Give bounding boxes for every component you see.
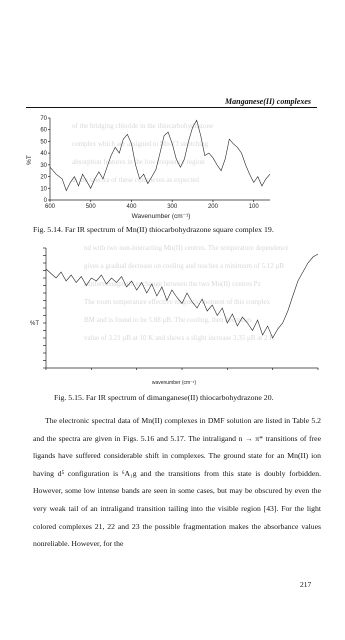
show-through-text: value of 3.21 μB at 10 K and shows a slight increase 3.35 μB at 2 K (84, 334, 275, 342)
figure-5-14-caption: Fig. 5.14. Far IR spectrum of Mn(II) thiocarbohydrazone square complex 19. (33, 225, 274, 234)
y-tick-label: 60 (40, 127, 47, 134)
x-tick-label: 100 (248, 204, 259, 210)
y-tick-label: 20 (40, 174, 47, 181)
header-rule (26, 107, 317, 108)
y-axis-label: %T (30, 321, 39, 327)
x-tick-label: 500 (85, 204, 96, 210)
y-tick-label: 10 (40, 186, 47, 193)
x-tick-label: 400 (126, 204, 137, 210)
body-paragraph: The electronic spectral data of Mn(II) complexes in DMF solution are listed in Table 5.2 and the spectra are given in Figs. 5.16 and 5.17. The intraligand n → π* transitions of free ligands have suffered considerable shift in complexes. The ground state for an Mn(II) ion having d⁵ configuration is ⁶A₁g and the transitions from this state is doubly forbidden. However, some low intense bands are seen in some cases, but may be obscured by even the very weak tail of an intraligand transition tailing into the visible region [43]. For the light colored complexes 21, 22 and 23 the possible fragmentation makes the absorbance values nonreliable. However, for the (33, 416, 321, 549)
show-through-text: antiferromagnetic exchange between the two Mn(II) centres Pz (84, 280, 261, 288)
y-tick-label: 50 (40, 139, 47, 146)
running-title: Manganese(II) complexes (225, 97, 311, 106)
show-through-text: nd with two non-interacting Mn(II) centres. The temperature dependence (84, 244, 289, 252)
figure-5-15-caption: Fig. 5.15. Far IR spectrum of dimanganese(II) thiocarbohydrazone 20. (54, 393, 274, 402)
show-through-text: The room temperature effective magnetic moment of this complex (84, 298, 271, 306)
running-header (0, 0, 345, 110)
show-through-text: of the bridging chloride in the thiocarbohydrazone (72, 122, 214, 130)
y-tick-label: 70 (40, 116, 47, 122)
figure-5-14-chart (20, 112, 280, 222)
show-through-text: complex which are assigned to Mn-Cl stretching (72, 140, 209, 148)
x-tick-label: 300 (167, 204, 178, 210)
show-through-text: gives a gradual decrease on cooling and reaches a minimum of 5.12 μB (84, 262, 284, 270)
y-tick-label: 0 (43, 198, 47, 204)
show-through-text: in the spectra of these complexes as expected (72, 176, 199, 184)
show-through-text: absorption features in the low frequency region (72, 158, 205, 166)
page-number: 217 (300, 580, 312, 589)
x-axis-label: wavenumber (cm⁻¹) (151, 380, 197, 386)
y-tick-label: 30 (40, 162, 47, 169)
x-axis-label: Wavenumber (cm⁻¹) (131, 213, 191, 220)
figure-5-15-chart (24, 240, 324, 388)
x-tick-label: 600 (44, 204, 56, 210)
show-through-text: BM and is found to be 5.88 μB. The cooling, then decreases (84, 316, 253, 324)
body-paragraph-block (33, 412, 321, 553)
y-axis-label: %T (26, 155, 33, 165)
x-tick-label: 200 (207, 204, 218, 210)
y-tick-label: 40 (40, 151, 47, 158)
